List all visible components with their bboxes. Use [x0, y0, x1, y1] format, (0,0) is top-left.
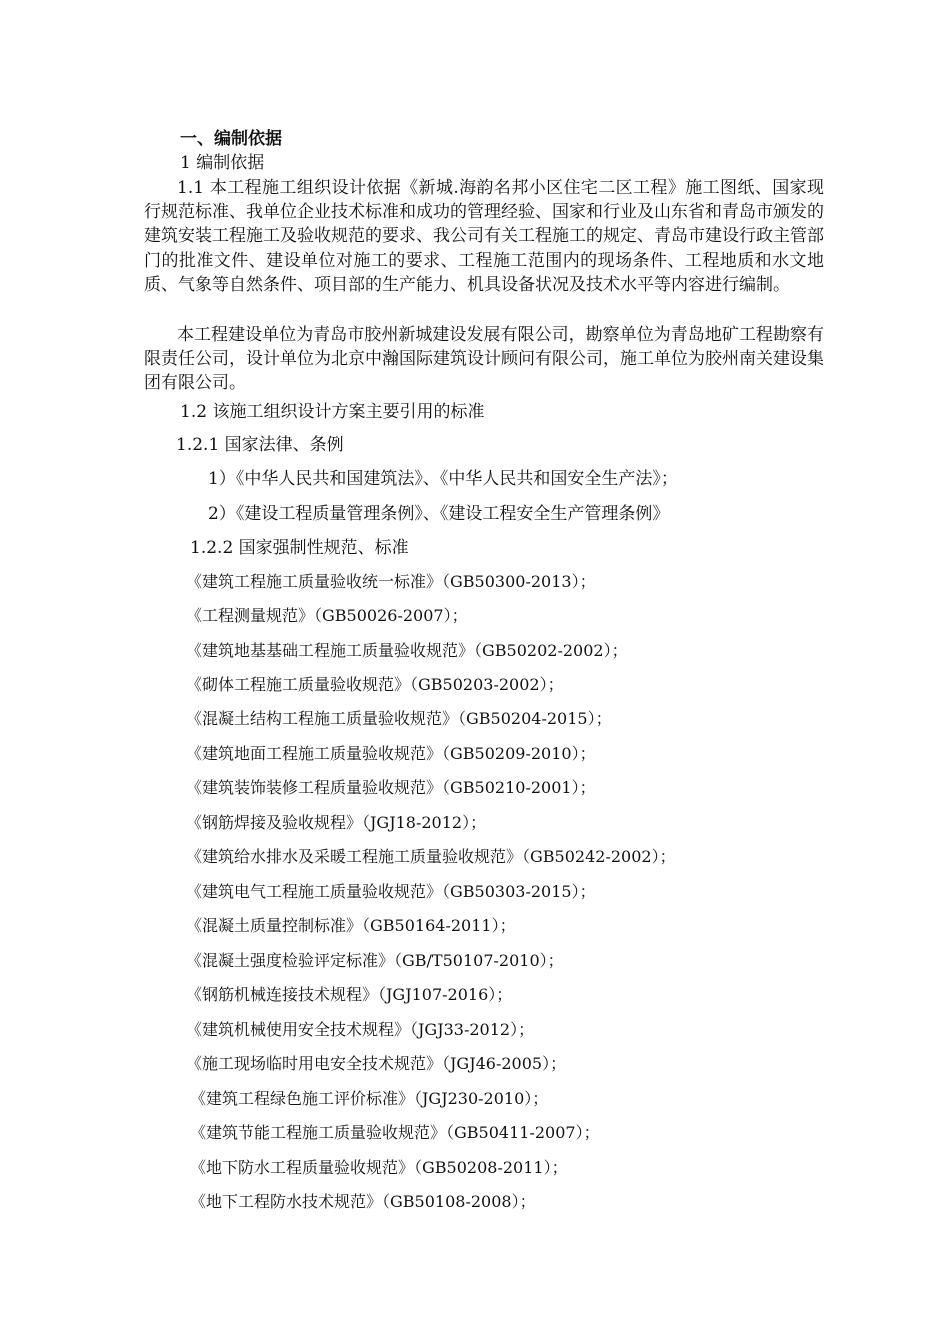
law-item-1: 1）《中华人民共和国建筑法》、《中华人民共和国安全生产法》； — [208, 469, 678, 489]
standard-item: 《混凝土强度检验评定标准》（GB/T50107-2010）； — [186, 951, 564, 970]
standard-item: 《工程测量规范》（GB50026-2007）； — [186, 606, 468, 625]
standard-item: 《建筑工程施工质量验收统一标准》（GB50300-2013）； — [186, 572, 596, 591]
subtitle: 1 编制依据 — [180, 153, 265, 173]
law-item-2: 2）《建设工程质量管理条例》、《建设工程安全生产管理条例》 — [208, 504, 670, 524]
standard-item: 《建筑地基基础工程施工质量验收规范》（GB50202-2002）； — [186, 641, 628, 660]
standard-item: 《地下工程防水技术规范》（GB50108-2008）； — [190, 1192, 536, 1211]
standard-item: 《建筑地面工程施工质量验收规范》（GB50209-2010）； — [186, 744, 596, 763]
heading-national-laws: 1.2.1 国家法律、条例 — [176, 435, 344, 455]
standard-item: 《砌体工程施工质量验收规范》（GB50203-2002）； — [186, 675, 564, 694]
heading-referenced-standards: 1.2 该施工组织设计方案主要引用的标准 — [180, 402, 485, 422]
standard-item: 《建筑装饰装修工程质量验收规范》（GB50210-2001）； — [186, 778, 596, 797]
standard-item: 《混凝土结构工程施工质量验收规范》（GB50204-2015）； — [186, 709, 612, 728]
paragraph-parties: 本工程建设单位为青岛市胶州新城建设发展有限公司，勘察单位为青岛地矿工程勘察有限责任公司，设计单位为北京中瀚国际建筑设计顾问有限公司，施工单位为胶州南关建设集团有限公司。 — [144, 325, 824, 394]
section-title: 一、编制依据 — [180, 129, 282, 149]
standard-item: 《建筑电气工程施工质量验收规范》（GB50303-2015）； — [186, 882, 596, 901]
standard-item: 《建筑给水排水及采暖工程施工质量验收规范》（GB50242-2002）； — [186, 847, 676, 866]
paragraph-basis: 1.1 本工程施工组织设计依据《新城.海韵名邦小区住宅二区工程》施工图纸、国家现行规范标准、我单位企业技术标准和成功的管理经验、国家和行业及山东省和青岛市颁发的建筑安装工程施工及验收规范的要求、我公司有关工程施工的规定、青岛市建设行政主管部门的批准文件、建设单位对施工的要求、工程施工范围内的现场条件、工程地质和水文地质、气象等自然条件、项目部的生产能力、机具设备状况及技术水平等内容进行编制。 — [144, 178, 824, 295]
standard-item: 《地下防水工程质量验收规范》（GB50208-2011）； — [190, 1158, 568, 1177]
standard-item: 《钢筋焊接及验收规程》（JGJ18-2012）； — [186, 813, 487, 832]
standard-item: 《施工现场临时用电安全技术规范》（JGJ46-2005）； — [186, 1054, 567, 1073]
standard-item: 《建筑机械使用安全技术规程》（JGJ33-2012）； — [186, 1020, 535, 1039]
standard-item: 《钢筋机械连接技术规程》（JGJ107-2016）； — [186, 985, 513, 1004]
standard-item: 《建筑工程绿色施工评价标准》（JGJ230-2010）； — [190, 1089, 549, 1108]
heading-mandatory-standards: 1.2.2 国家强制性规范、标准 — [190, 538, 409, 558]
standard-item: 《混凝土质量控制标准》（GB50164-2011）； — [186, 916, 516, 935]
standard-item: 《建筑节能工程施工质量验收规范》（GB50411-2007）； — [190, 1123, 600, 1142]
